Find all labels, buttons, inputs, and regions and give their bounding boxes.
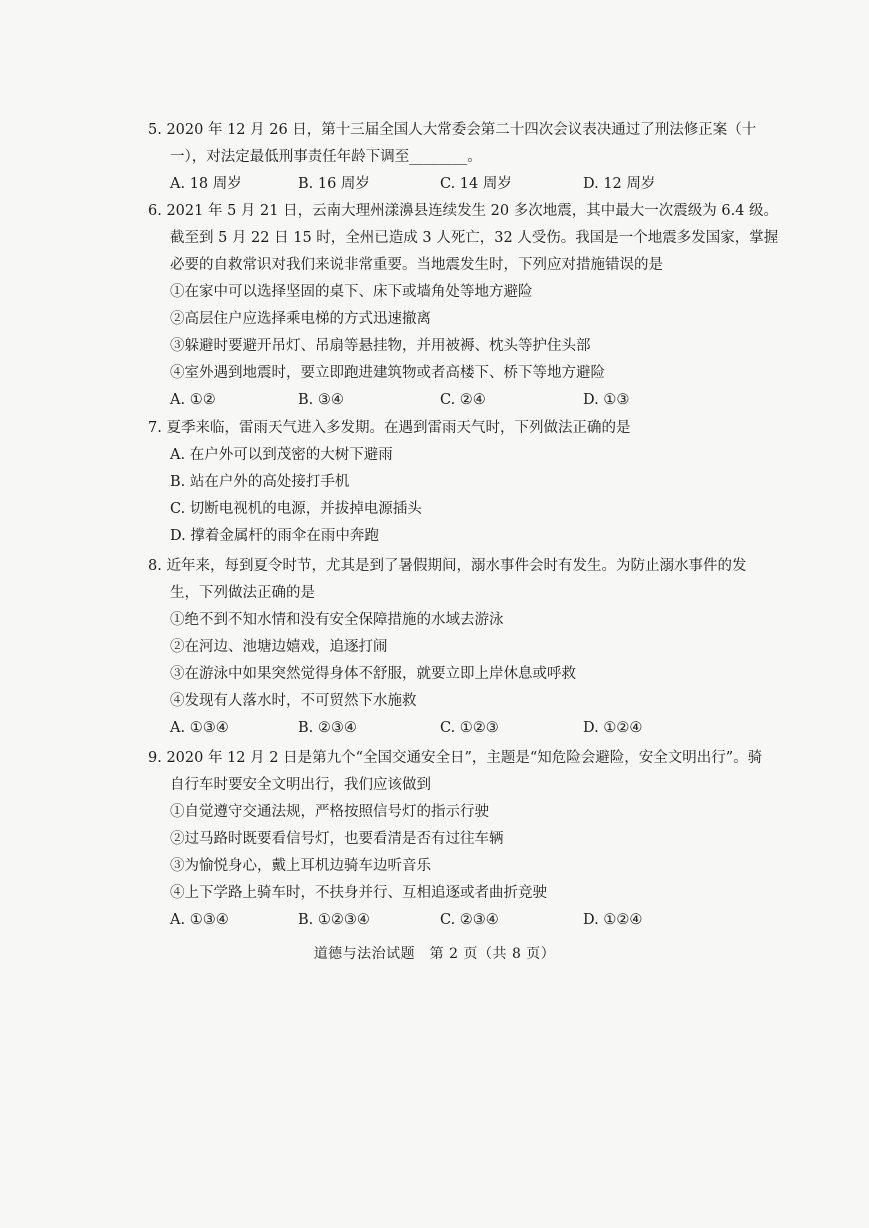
options-row bbox=[148, 715, 748, 742]
question-stem-line: 截至到 5 月 22 日 15 时，全州已造成 3 人死亡，32 人受伤。我国是一个地震多发国家，掌握 bbox=[170, 230, 779, 246]
statement-1: ①绝不到不知水情和没有安全保障措施的水域去游泳 bbox=[170, 612, 504, 628]
option-a: A. 18 周岁 bbox=[170, 176, 242, 192]
question-stem-line: 8. 近年来，每到夏令时节，尤其是到了暑假期间，溺水事件会时有发生。为防止溺水事件的发 bbox=[148, 558, 747, 574]
option-b: B. 16 周岁 bbox=[298, 176, 370, 192]
statement-4: ④发现有人落水时，不可贸然下水施救 bbox=[170, 693, 417, 709]
option-c: C. 14 周岁 bbox=[440, 176, 512, 192]
question-stem-line: 自行车时要安全文明出行，我们应该做到 bbox=[170, 777, 431, 793]
option-d: D. ①②④ bbox=[583, 912, 643, 928]
question-5 bbox=[148, 117, 757, 198]
option-d: D. 撑着金属杆的雨伞在雨中奔跑 bbox=[170, 528, 379, 544]
question-stem-line: 必要的自救常识对我们来说非常重要。当地震发生时，下列应对措施错误的是 bbox=[170, 257, 663, 273]
page-footer: 道德与法治试题 第 2 页（共 8 页） bbox=[313, 946, 556, 962]
option-c: C. ①②③ bbox=[440, 720, 499, 736]
option-a: A. ①③④ bbox=[170, 912, 229, 928]
option-b: B. ②③④ bbox=[298, 720, 357, 736]
statement-3: ③躲避时要避开吊灯、吊扇等悬挂物，并用被褥、枕头等护住头部 bbox=[170, 338, 591, 354]
options-row bbox=[148, 387, 748, 414]
question-7 bbox=[148, 415, 748, 550]
question-9 bbox=[148, 745, 763, 934]
question-stem-line: 5. 2020 年 12 月 26 日，第十三届全国人大常委会第二十四次会议表决通过了刑法修正案（十 bbox=[148, 122, 757, 138]
option-c: C. ②④ bbox=[440, 392, 486, 408]
option-b: B. ①②③④ bbox=[298, 912, 370, 928]
options-row bbox=[148, 907, 748, 934]
statement-2: ②在河边、池塘边嬉戏，追逐打闹 bbox=[170, 639, 388, 655]
statement-3: ③在游泳中如果突然觉得身体不舒服，就要立即上岸休息或呼救 bbox=[170, 666, 576, 682]
option-c: C. ②③④ bbox=[440, 912, 499, 928]
question-6 bbox=[148, 198, 779, 414]
question-stem-line: 生，下列做法正确的是 bbox=[170, 585, 315, 601]
option-b: B. ③④ bbox=[298, 392, 344, 408]
option-a: A. ①③④ bbox=[170, 720, 229, 736]
statement-4: ④室外遇到地震时，要立即跑进建筑物或者高楼下、桥下等地方避险 bbox=[170, 365, 605, 381]
question-stem-line: 9. 2020 年 12 月 2 日是第九个“全国交通安全日”，主题是“知危险会避险，安全文明出行”。骑 bbox=[148, 750, 763, 766]
option-d: D. 12 周岁 bbox=[583, 176, 656, 192]
question-stem-line: 6. 2021 年 5 月 21 日，云南大理州漾濞县连续发生 20 多次地震，其中最大一次震级为 6.4 级。 bbox=[148, 203, 779, 219]
option-c: C. 切断电视机的电源，并拔掉电源插头 bbox=[170, 501, 422, 517]
statement-2: ②过马路时既要看信号灯，也要看清是否有过往车辆 bbox=[170, 831, 504, 847]
statement-3: ③为愉悦身心，戴上耳机边骑车边听音乐 bbox=[170, 858, 431, 874]
statement-1: ①在家中可以选择坚固的桌下、床下或墙角处等地方避险 bbox=[170, 284, 533, 300]
question-8 bbox=[148, 553, 748, 742]
statement-1: ①自觉遵守交通法规，严格按照信号灯的指示行驶 bbox=[170, 804, 489, 820]
statement-2: ②高层住户应选择乘电梯的方式迅速撤离 bbox=[170, 311, 431, 327]
question-stem-line: 一），对法定最低刑事责任年龄下调至________。 bbox=[170, 149, 482, 165]
option-a: A. ①② bbox=[170, 392, 216, 408]
option-a: A. 在户外可以到茂密的大树下避雨 bbox=[170, 447, 393, 463]
question-stem-line: 7. 夏季来临，雷雨天气进入多发期。在遇到雷雨天气时，下列做法正确的是 bbox=[148, 420, 631, 436]
option-d: D. ①③ bbox=[583, 392, 630, 408]
options-row bbox=[148, 171, 748, 198]
option-b: B. 站在户外的高处接打手机 bbox=[170, 474, 350, 490]
option-d: D. ①②④ bbox=[583, 720, 643, 736]
statement-4: ④上下学路上骑车时，不扶身并行、互相追逐或者曲折竞驶 bbox=[170, 885, 547, 901]
